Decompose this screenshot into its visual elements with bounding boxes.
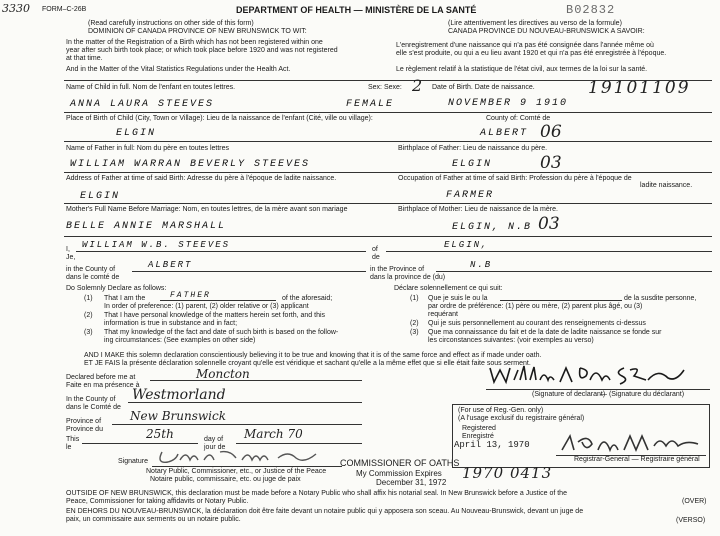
jurat-month-year: March 70 [244,427,303,441]
declarant-county: ALBERT [148,260,193,270]
jurat-county-label: In the County of [66,396,116,403]
matter-fr-1: L'enregistrement d'une naissance qui n'a pas été consignée dans l'année même où [396,42,654,49]
over-label: (OVER) [682,498,707,505]
father-birthplace-label: Birthplace of Father: Lieu de naissance du père. [398,145,548,152]
of-label: of [372,246,378,253]
father-name-value: WILLIAM WARRAN BEVERLY STEEVES [70,159,311,170]
dominion-en: DOMINION OF CANADA PROVINCE OF NEW BRUNSWICK TO WIT: [88,28,307,35]
declarant-province: N.B [470,260,493,270]
solemn-declaration-en: AND I MAKE this solemn declaration conscientiously believing it to be true and knowing that it is of the same force and effect as if made under oath. [84,352,542,359]
line [64,141,712,142]
line [132,271,366,272]
jurat-day: 25th [146,427,174,441]
item1-fr-a: Que je suis le ou la [428,295,488,302]
hors-nb-notice-2: paix, un commissaire aux serments ou un notaire public. [66,516,241,523]
outside-nb-notice: OUTSIDE OF NEW BRUNSWICK, this declaration must be made before a Notary Public who shall affix his notarial seal. In New Brunswick before a Justice of the [66,490,567,497]
dob-value: NOVEMBER 9 1910 [448,98,569,109]
serial-number-left: 3330 [2,2,30,15]
province-fr-label: dans la province de (du) [370,274,446,281]
matter-fr-2: elle s'est produite, ou qui a eu lieu avant 1920 et qui n'a pas été enregistrée à l'époque. [396,50,667,57]
item1-fr-b: de la susdite personne, [624,295,697,302]
office-use-label-fr: (A l'usage exclusif du registraire général) [458,415,585,422]
notary-label-en: Notary Public, Commissioner, etc., or Justice of the Peace [146,468,327,475]
form-title: DEPARTMENT OF HEALTH — MINISTÈRE DE LA SANTÉ [236,5,477,15]
province-of-label: in the Province of [370,266,425,273]
county-value: ALBERT [480,128,529,139]
county-of-label: in the County of [66,266,116,273]
line [500,300,622,301]
item3-fr-b: les circonstances suivantes: (voir exemples au verso) [428,337,594,344]
child-name-value: ANNA LAURA STEEVES [70,99,215,110]
father-occupation-value: FARMER [446,190,495,201]
commission-expires: My Commission Expires [356,469,442,478]
line [160,300,276,301]
verso-label: (VERSO) [676,517,706,524]
registration-date: April 13, 1970 [454,440,530,450]
item1-en-b: of the aforesaid; [282,295,333,302]
item2-en-b: information is true in substance and in fact; [104,320,238,327]
solemnly-declare-fr: Déclare solennellement ce qui suit: [394,285,503,292]
child-name-label: Name of Child in full. Nom de l'enfant en toutes lettres. [66,84,236,91]
father-birthplace-code: 03 [540,153,562,173]
line [64,236,712,237]
registration-number: 1970 0413 [462,464,553,482]
mother-name-value: BELLE ANNIE MARSHALL [66,221,227,232]
item2-number: (2) [84,312,93,319]
serial-number-right: B02832 [566,3,616,17]
line [152,466,342,467]
hors-nb-notice: EN DEHORS DU NOUVEAU-BRUNSWICK, la déclaration doit être faite devant un notaire public qui y apposera son sceau. Au Nouveau-Brunswick, devant un juge de [66,508,584,515]
item3-number: (3) [84,329,93,336]
matter-en-1: In the matter of the Registration of a Birth which has not been registered within one [66,39,323,46]
declarant-place: ELGIN, [444,240,489,250]
line [64,112,712,113]
father-address-value: ELGIN [80,191,121,202]
dob-code: 19101109 [588,78,691,98]
item3-en-a: That my knowledge of the fact and date of such birth is based on the follow- [104,329,339,336]
item2-en-a: That I have personal knowledge of the matters herein set forth, and this [104,312,326,319]
le-label: le [66,444,72,451]
registered-label: Registered [462,425,496,432]
jurat-county-label-fr: dans le Comté de [66,404,121,411]
this-label: This [66,436,80,443]
day-of-label: day of [204,436,224,443]
father-occupation-label-2: ladite naissance. [640,182,693,189]
line [112,424,362,425]
declarant-role: FATHER [170,291,211,300]
commissioner-signature [156,446,336,466]
dob-label: Date of Birth. Date de naissance. [432,84,535,91]
jurat-county: Westmorland [132,387,226,403]
line [76,251,366,252]
father-address-label: Address of Father at time of said Birth: Adresse du père à l'époque de ladite naissance. [66,175,337,182]
instructions-fr: (Lire attentivement les directives au verso de la formule) [448,20,622,27]
declarant-signature [484,362,708,388]
commissioner-of-oaths-stamp: COMMISSIONER OF OATHS [340,458,460,468]
signature-declarant-label-fr: — (Signature du déclarant) [600,391,685,398]
matter-en-2: year after such birth took place; or which took place before 1920 and was not registered [66,47,338,54]
jurat-province-label: Province of [66,418,102,425]
line [236,443,362,444]
mother-birthplace-value: ELGIN, N.B [452,222,533,233]
item1-en-c: In order of preference: (1) parent, (2) older relative or (3) applicant [104,303,309,310]
jurat-place: Moncton [196,367,250,381]
sex-code: 2 [412,76,423,95]
line [82,443,198,444]
item1-number: (1) [84,295,93,302]
solemn-declaration-fr: ET JE FAIS la présente déclaration solennelle croyant qu'elle est véridique et sachant qu'elle a la même effet que si elle était faite sous serment. [84,360,531,367]
declared-before-label-fr: Faite en ma présence à [66,382,140,389]
signature-declarant-label: (Signature of declarant) [532,391,606,398]
form-code: FORM–C-26B [42,6,87,13]
i-label: I, [66,246,70,253]
item2-fr-number: (2) [410,320,419,327]
item1-en-a: That I am the [104,295,146,302]
notary-label-fr: Notaire public, commissaire, etc. ou juge de paix [150,476,301,483]
declarant-name: WILLIAM W.B. STEEVES [82,240,231,250]
item1-fr-d: requérant [428,311,458,318]
line [436,271,712,272]
mother-birthplace-code: 03 [538,214,560,234]
father-name-label: Name of Father in full: Nom du père en toutes lettres [66,145,230,152]
line [386,251,712,252]
place-of-birth-label: Place of Birth of Child (City, Town or Village): Lieu de la naissance de l'enfant (Cité, ville ou village): [66,115,373,122]
mother-name-label: Mother's Full Name Before Marriage: Nom, en toutes lettres, de la mère avant son mariage [66,206,348,213]
commission-expiry-date: December 31, 1972 [376,478,447,487]
instructions-en: (Read carefully instructions on other side of this form) [88,20,254,27]
line [128,402,362,403]
outside-nb-notice-2: Peace, Commissioner for taking affidavits or Notary Public. [66,498,249,505]
matter-fr-3: Le règlement relatif à la statistique de l'état civil, aux termes de la loi sur la santé. [396,66,648,73]
sex-label: Sex: Sexe: [368,84,402,91]
father-birthplace-value: ELGIN [452,159,493,170]
matter-en-4: And in the Matter of the Vital Statistics Regulations under the Health Act. [66,66,291,73]
place-of-birth-value: ELGIN [116,128,157,139]
item3-fr-number: (3) [410,329,419,336]
line [486,389,710,390]
signature-label: Signature [118,458,148,465]
line [64,172,712,173]
registrar-signature [558,432,706,454]
office-use-label: (For use of Reg.-Gen. only) [458,407,544,414]
county-code: 06 [540,122,562,142]
dominion-fr: CANADA PROVINCE DU NOUVEAU-BRUNSWICK A SAVOIR: [448,28,645,35]
mother-birthplace-label: Birthplace of Mother: Lieu de naissance de la mère. [398,206,558,213]
de-label: de [372,254,380,261]
registrar-general-label: Registrar-General — Registraire général [574,456,700,463]
item3-fr-a: Que ma connaissance du fait et de la date de ladite naissance se fonde sur [428,329,662,336]
item2-fr: Qui je suis personnellement au courant des renseignements ci-dessus [428,320,646,327]
enregistre-label: Enregistré [462,433,494,440]
jurat-province: New Brunswick [130,409,226,423]
comte-label: dans le comté de [66,274,120,281]
item3-en-b: ing circumstances: (See examples on other side) [104,337,256,344]
jurat-province-label-fr: Province du [66,426,103,433]
father-occupation-label: Occupation of Father at time of said Birth: Profession du père à l'époque de [398,175,632,182]
county-label: County of: Comté de [486,115,551,122]
declared-before-label: Declared before me at [66,374,136,381]
solemnly-declare-en: Do Solemnly Declare as follows: [66,285,167,292]
item1-fr-c: par ordre de préférence: (1) père ou mère, (2) parent plus âgé, ou (3) [428,303,643,310]
line [150,380,362,381]
matter-en-3: at that time. [66,55,103,62]
jour-de-label: jour de [204,444,226,451]
sex-value: FEMALE [346,99,395,110]
je-label: Je, [66,254,76,261]
item1-fr-number: (1) [410,295,419,302]
line [64,203,712,204]
